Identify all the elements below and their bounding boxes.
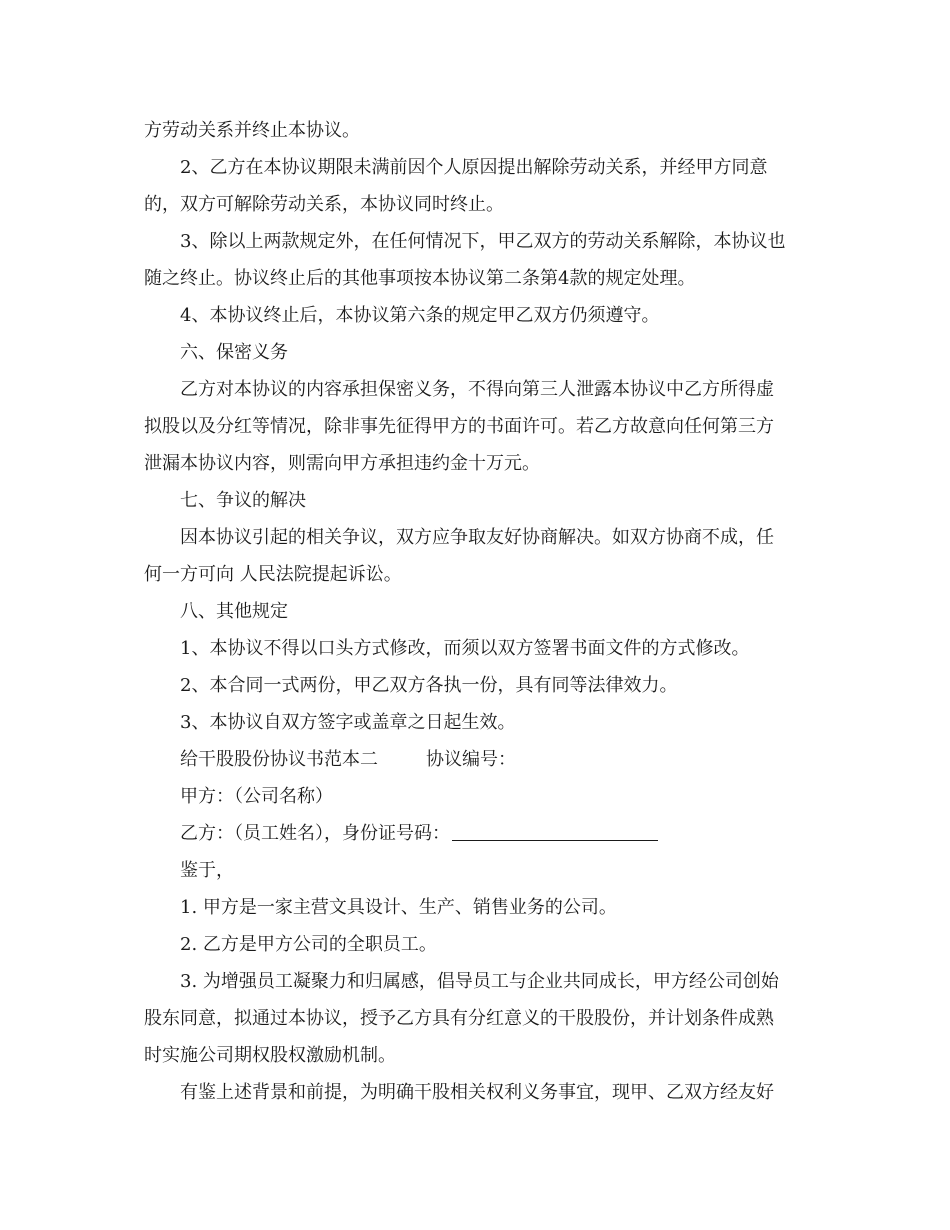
text-line: 股东同意，拟通过本协议，授予乙方具有分红意义的干股股份，并计划条件成熟 <box>144 1008 774 1029</box>
agreement-title-line <box>180 747 516 773</box>
text-line: 因本协议引起的相关争议，双方应争取友好协商解决。如双方协商不成，任 <box>180 527 774 548</box>
whereas-heading: 鉴于， <box>180 860 234 881</box>
section-heading-dispute: 七、争议的解决 <box>180 490 306 511</box>
party-b-text: 乙方：（员工姓名），身份证号码： <box>180 823 450 844</box>
clause-3: 3、除以上两款规定外，在任何情况下，甲乙双方的劳动关系解除，本协议也 <box>180 231 786 252</box>
clause-other-1: 1、本协议不得以口头方式修改，而须以双方签署书面文件的方式修改。 <box>180 638 750 659</box>
text-line: 泄漏本协议内容，则需向甲方承担违约金十万元。 <box>144 453 540 474</box>
text-line: 有鉴上述背景和前提，为明确干股相关权利义务事宜，现甲、乙双方经友好 <box>180 1082 774 1103</box>
agreement-title: 给干股股份协议书范本二 <box>180 749 378 770</box>
recital-2: 2. 乙方是甲方公司的全职员工。 <box>180 934 437 955</box>
text-line: 乙方对本协议的内容承担保密义务，不得向第三人泄露本协议中乙方所得虚 <box>180 379 774 400</box>
party-b-line <box>180 821 658 847</box>
section-heading-confidentiality: 六、保密义务 <box>180 342 288 363</box>
text-line: 随之终止。协议终止后的其他事项按本协议第二条第4款的规定处理。 <box>144 268 696 289</box>
id-number-blank <box>452 822 658 841</box>
clause-2: 2、乙方在本协议期限未满前因个人原因提出解除劳动关系，并经甲方同意 <box>180 157 768 178</box>
clause-other-2: 2、本合同一式两份，甲乙双方各执一份，具有同等法律效力。 <box>180 675 678 696</box>
text-line: 拟股以及分红等情况，除非事先征得甲方的书面许可。若乙方故意向任何第三方 <box>144 416 774 437</box>
text-line: 方劳动关系并终止本协议。 <box>144 120 360 141</box>
clause-4: 4、本协议终止后，本协议第六条的规定甲乙双方仍须遵守。 <box>180 305 660 326</box>
recital-3: 3. 为增强员工凝聚力和归属感，倡导员工与企业共同成长，甲方经公司创始 <box>180 971 779 992</box>
party-a-line: 甲方：（公司名称） <box>180 786 333 807</box>
clause-other-3: 3、本协议自双方签字或盖章之日起生效。 <box>180 712 516 733</box>
recital-1: 1. 甲方是一家主营文具设计、生产、销售业务的公司。 <box>180 897 617 918</box>
agreement-number-label: 协议编号： <box>426 749 516 770</box>
text-line: 何一方可向 人民法院提起诉讼。 <box>144 564 402 585</box>
text-line: 的，双方可解除劳动关系，本协议同时终止。 <box>144 194 504 215</box>
text-line: 时实施公司期权股权激励机制。 <box>144 1045 396 1066</box>
section-heading-other: 八、其他规定 <box>180 601 288 622</box>
